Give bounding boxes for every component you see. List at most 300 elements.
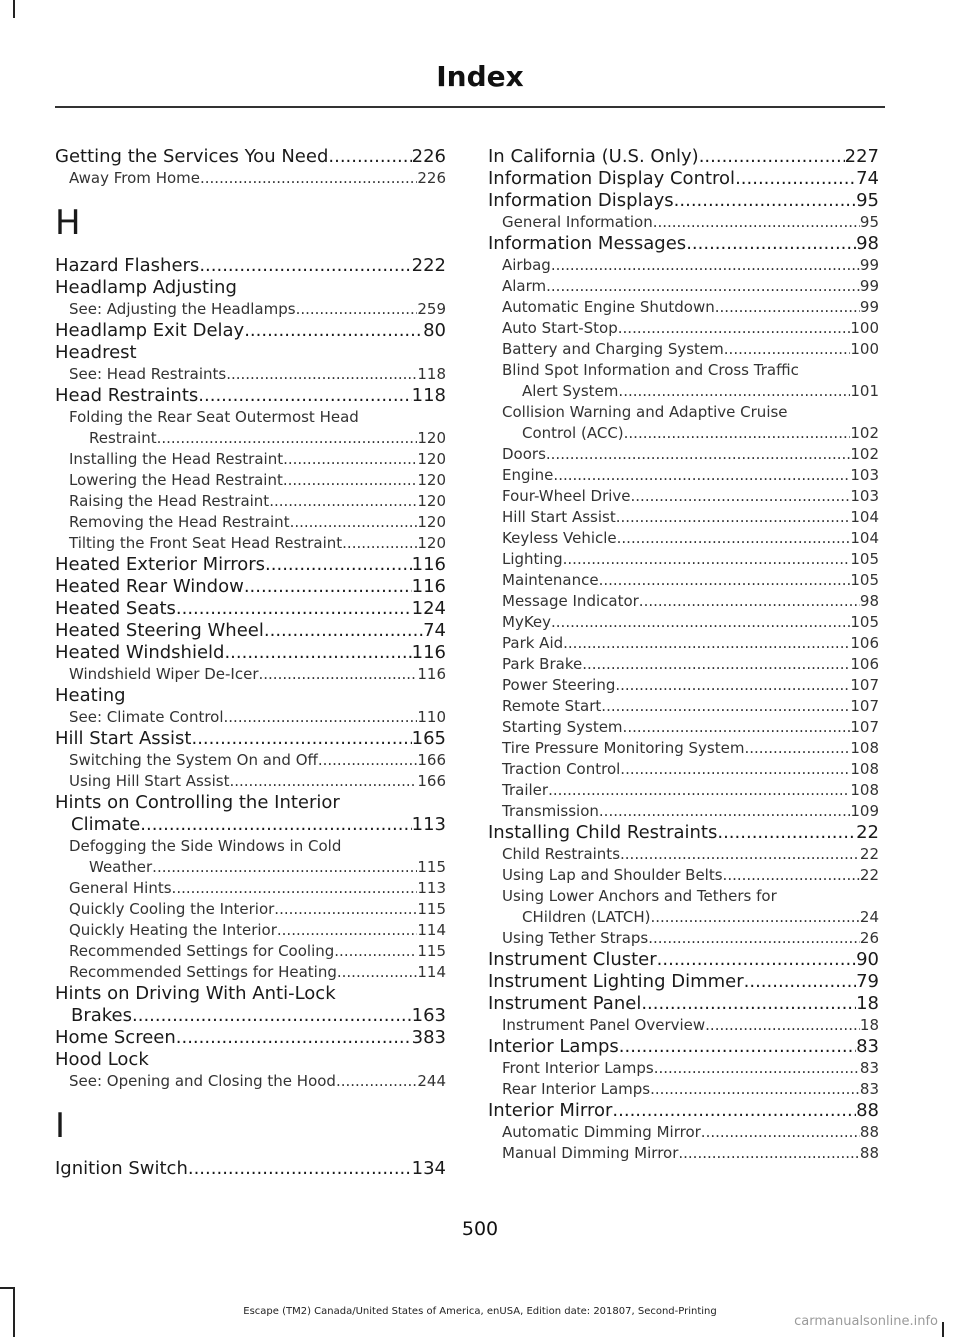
crop-mark-bottom-right <box>942 1322 944 1337</box>
index-entry-page: 104 <box>850 508 879 526</box>
index-entry-page: 95 <box>859 213 879 231</box>
index-entry <box>55 814 446 836</box>
index-entry <box>55 899 446 920</box>
index-entry-label: Doors <box>502 445 546 463</box>
dot-leader <box>198 385 411 407</box>
index-entry-page: 99 <box>859 277 879 295</box>
index-entry-label: Lowering the Head Restraint <box>69 471 283 489</box>
index-entry-page: 118 <box>417 365 446 383</box>
index-entry-label: Information Display Control <box>488 168 736 189</box>
index-entry <box>55 941 446 962</box>
index-entry-page: 226 <box>411 146 446 167</box>
index-entry <box>55 470 446 491</box>
crop-mark-top-left <box>13 0 15 18</box>
dot-leader <box>653 212 860 233</box>
index-heading: Headlamp Adjusting <box>55 277 237 298</box>
dot-leader <box>140 814 411 836</box>
index-entry-label: Remote Start <box>502 697 602 715</box>
dot-leader <box>546 444 850 465</box>
index-entry-first-line: Hints on Controlling the Interior <box>55 792 340 813</box>
index-entry <box>488 507 879 528</box>
index-entry <box>55 168 446 189</box>
index-entry <box>488 465 879 486</box>
index-entry-label: Ignition Switch <box>55 1158 188 1179</box>
index-entry-page: 74 <box>423 620 446 641</box>
index-entry <box>488 928 879 949</box>
index-entry-page: 22 <box>856 822 879 843</box>
index-entry-label: Hazard Flashers <box>55 255 200 276</box>
dot-leader <box>678 1143 860 1164</box>
page-number: 500 <box>461 1218 499 1240</box>
index-entry-page: 222 <box>411 255 446 276</box>
index-entry-label: CHildren (LATCH) <box>522 908 651 926</box>
dot-leader <box>152 857 417 878</box>
index-entry <box>488 633 879 654</box>
dot-leader <box>328 146 411 168</box>
index-entry <box>488 146 879 168</box>
index-entry <box>488 675 879 696</box>
index-entry <box>488 168 879 190</box>
index-entry-label: Automatic Dimming Mirror <box>502 1123 701 1141</box>
dot-leader <box>283 470 417 491</box>
index-entry <box>488 949 879 971</box>
index-entry-label: Installing Child Restraints <box>488 822 718 843</box>
index-entry-page: 18 <box>859 1016 879 1034</box>
index-entry <box>488 993 879 1015</box>
index-entry-label: General Hints <box>69 879 172 897</box>
index-entry-page: 90 <box>856 949 879 970</box>
index-entry <box>55 878 446 899</box>
crop-mark-bottom-left-horizontal <box>0 1287 15 1289</box>
index-entry <box>55 620 446 642</box>
index-heading: Heating <box>55 685 126 706</box>
index-entry-label: Brakes <box>71 1005 133 1026</box>
index-entry-page: 383 <box>411 1027 446 1048</box>
dot-leader <box>724 339 851 360</box>
index-entry-label: Weather <box>89 858 153 876</box>
index-entry-label: Park Brake <box>502 655 583 673</box>
index-entry-page: 74 <box>856 168 879 189</box>
index-entry-label: Head Restraints <box>55 385 199 406</box>
index-entry-page: 109 <box>850 802 879 820</box>
index-entry-label: Park Aid <box>502 634 564 652</box>
index-entry-page: 103 <box>850 466 879 484</box>
index-entry <box>488 486 879 507</box>
dot-leader <box>744 738 850 759</box>
title-rule <box>55 106 885 108</box>
index-entry-page: 115 <box>417 942 446 960</box>
index-entry <box>488 801 879 822</box>
index-entry-label: Manual Dimming Mirror <box>502 1144 679 1162</box>
index-entry-first-line: Hints on Driving With Anti-Lock <box>55 983 336 1004</box>
index-entry-label: Hill Start Assist <box>502 508 616 526</box>
index-entry-page: 106 <box>850 655 879 673</box>
index-entry-page: 120 <box>417 471 446 489</box>
index-entry-label: Installing the Head Restraint <box>69 450 284 468</box>
index-entry-label: Restraint <box>89 429 157 447</box>
index-entry <box>55 512 446 533</box>
dot-leader <box>723 865 860 886</box>
index-entry <box>488 1079 879 1100</box>
index-entry <box>488 971 879 993</box>
index-entry-first-line: Folding the Rear Seat Outermost Head <box>69 408 359 426</box>
dot-leader <box>717 822 856 844</box>
index-entry <box>55 576 446 598</box>
dot-leader <box>336 1071 417 1092</box>
index-entry-page: 116 <box>411 554 446 575</box>
index-entry-page: 99 <box>859 298 879 316</box>
index-entry-label: Engine <box>502 466 554 484</box>
index-entry-label: Windshield Wiper De-Icer <box>69 665 259 683</box>
index-entry-label: Maintenance <box>502 571 599 589</box>
index-entry-page: 100 <box>850 319 879 337</box>
index-entry <box>488 1122 879 1143</box>
index-entry-page: 83 <box>859 1059 879 1077</box>
index-entry <box>55 750 446 771</box>
index-entry-label: Interior Mirror <box>488 1100 613 1121</box>
index-entry <box>55 857 446 878</box>
index-entry-page: 259 <box>417 300 446 318</box>
index-entry-label: Front Interior Lamps <box>502 1059 654 1077</box>
dot-leader <box>283 449 417 470</box>
index-entry <box>55 1005 446 1027</box>
dot-leader <box>264 620 423 642</box>
index-entry <box>488 423 879 444</box>
index-entry-page: 120 <box>417 450 446 468</box>
dot-leader <box>318 750 418 771</box>
index-entry-label: Tire Pressure Monitoring System <box>502 739 745 757</box>
index-entry <box>488 381 879 402</box>
index-entry <box>55 491 446 512</box>
dot-leader <box>176 1027 412 1049</box>
dot-leader <box>641 993 856 1015</box>
index-entry-label: Tilting the Front Seat Head Restraint <box>69 534 343 552</box>
index-entry-page: 100 <box>850 340 879 358</box>
index-entry-label: Traction Control <box>502 760 621 778</box>
index-entry <box>55 771 446 792</box>
index-entry-page: 105 <box>850 571 879 589</box>
index-entry-page: 124 <box>411 598 446 619</box>
dot-leader <box>224 642 411 664</box>
index-entry-label: Instrument Lighting Dimmer <box>488 971 744 992</box>
dot-leader <box>715 297 860 318</box>
dot-leader <box>650 1079 860 1100</box>
index-entry <box>55 1027 446 1049</box>
index-entry <box>488 822 879 844</box>
index-entry-label: Auto Start-Stop <box>502 319 618 337</box>
index-entry-label: Quickly Heating the Interior <box>69 921 277 939</box>
index-entry-label: See: Adjusting the Headlamps <box>69 300 296 318</box>
dot-leader <box>601 696 850 717</box>
index-entry-page: 24 <box>859 908 879 926</box>
index-entry <box>488 444 879 465</box>
index-entry-label: Getting the Services You Need <box>55 146 329 167</box>
index-entry-page: 134 <box>411 1158 446 1179</box>
index-entry-label: See: Head Restraints <box>69 365 227 383</box>
index-entry-page: 101 <box>850 382 879 400</box>
index-entry-label: Four-Wheel Drive <box>502 487 631 505</box>
dot-leader <box>277 920 417 941</box>
index-entry-page: 166 <box>417 751 446 769</box>
dot-leader <box>176 598 412 620</box>
index-entry-page: 88 <box>856 1100 879 1121</box>
index-entry <box>55 1071 446 1092</box>
index-entry <box>55 449 446 470</box>
index-entry-page: 79 <box>856 971 879 992</box>
index-entry-label: MyKey <box>502 613 552 631</box>
index-heading: Hood Lock <box>55 1049 149 1070</box>
index-entry-label: Using Tether Straps <box>502 929 649 947</box>
index-entry <box>488 780 879 801</box>
dot-leader <box>701 1122 860 1143</box>
index-entry-label: Heated Rear Window <box>55 576 244 597</box>
index-entry-first-line: Blind Spot Information and Cross Traffic <box>502 361 799 379</box>
index-entry-page: 98 <box>856 233 879 254</box>
index-entry-page: 98 <box>859 592 879 610</box>
dot-leader <box>705 1015 860 1036</box>
index-entry-label: Power Steering <box>502 676 616 694</box>
index-entry <box>488 1100 879 1122</box>
index-entry-label: Lighting <box>502 550 563 568</box>
index-entry <box>55 598 446 620</box>
index-entry-label: Information Displays <box>488 190 674 211</box>
dot-leader <box>296 299 418 320</box>
index-entry-page: 107 <box>850 697 879 715</box>
index-entry <box>55 428 446 449</box>
index-entry <box>488 717 879 738</box>
index-entry <box>488 591 879 612</box>
index-entry-page: 163 <box>411 1005 446 1026</box>
index-entry-page: 114 <box>417 921 446 939</box>
dot-leader <box>132 1005 412 1027</box>
index-entry <box>488 844 879 865</box>
index-entry-page: 115 <box>417 858 446 876</box>
dot-leader <box>188 1158 412 1180</box>
index-entry-page: 107 <box>850 718 879 736</box>
index-entry-label: Heated Exterior Mirrors <box>55 554 266 575</box>
index-entry-page: 110 <box>417 708 446 726</box>
dot-leader <box>546 276 860 297</box>
dot-leader <box>551 612 850 633</box>
index-entry-label: Keyless Vehicle <box>502 529 617 547</box>
index-entry <box>488 696 879 717</box>
index-entry-label: Information Messages <box>488 233 687 254</box>
index-entry-first-line: Using Lower Anchors and Tethers for <box>502 887 777 905</box>
dot-leader <box>639 591 860 612</box>
index-entry-page: 83 <box>859 1080 879 1098</box>
index-entry-label: See: Climate Control <box>69 708 224 726</box>
index-entry-label: Quickly Cooling the Interior <box>69 900 275 918</box>
dot-leader <box>229 771 417 792</box>
index-entry <box>55 554 446 576</box>
dot-leader <box>259 664 418 685</box>
index-entry-label: Starting System <box>502 718 623 736</box>
index-entry-label: Rear Interior Lamps <box>502 1080 651 1098</box>
index-entry <box>488 1036 879 1058</box>
dot-leader <box>686 233 856 255</box>
index-entry-page: 106 <box>850 634 879 652</box>
index-entry <box>488 212 879 233</box>
index-letter-heading: I <box>55 1106 66 1146</box>
index-entry <box>55 385 446 407</box>
dot-leader <box>631 486 851 507</box>
index-entry-label: Using Lap and Shoulder Belts <box>502 866 723 884</box>
index-entry <box>55 299 446 320</box>
index-entry <box>488 297 879 318</box>
index-entry <box>488 318 879 339</box>
index-column-right <box>488 146 879 1164</box>
dot-leader <box>651 907 860 928</box>
dot-leader <box>553 465 850 486</box>
index-heading: Headrest <box>55 342 137 363</box>
dot-leader <box>623 717 851 738</box>
dot-leader <box>615 675 850 696</box>
index-entry-page: 118 <box>411 385 446 406</box>
index-entry-label: Heated Steering Wheel <box>55 620 264 641</box>
index-entry-page: 108 <box>850 781 879 799</box>
index-entry <box>488 1143 879 1164</box>
index-entry-label: Control (ACC) <box>522 424 624 442</box>
index-entry-page: 244 <box>417 1072 446 1090</box>
index-entry-page: 113 <box>411 814 446 835</box>
dot-leader <box>618 381 850 402</box>
dot-leader <box>200 168 417 189</box>
index-entry-page: 102 <box>850 445 879 463</box>
index-entry-page: 115 <box>417 900 446 918</box>
index-entry-page: 26 <box>859 929 879 947</box>
index-entry-page: 165 <box>411 728 446 749</box>
index-entry-page: 22 <box>859 866 879 884</box>
index-entry-label: Instrument Cluster <box>488 949 657 970</box>
index-entry <box>488 570 879 591</box>
index-entry <box>488 233 879 255</box>
index-entry <box>488 276 879 297</box>
dot-leader <box>172 878 418 899</box>
index-entry-label: Alarm <box>502 277 547 295</box>
index-entry <box>55 146 446 168</box>
index-entry-page: 108 <box>850 760 879 778</box>
dot-leader <box>563 633 850 654</box>
dot-leader <box>342 533 417 554</box>
index-entry-page: 83 <box>856 1036 879 1057</box>
index-column-left <box>55 146 446 1180</box>
index-entry <box>488 738 879 759</box>
index-entry-label: Recommended Settings for Heating <box>69 963 337 981</box>
dot-leader <box>269 491 417 512</box>
index-entry-label: Climate <box>71 814 141 835</box>
dot-leader <box>274 899 417 920</box>
index-entry-label: Automatic Engine Shutdown <box>502 298 715 316</box>
index-entry-label: Hill Start Assist <box>55 728 192 749</box>
index-entry <box>55 255 446 277</box>
dot-leader <box>548 780 850 801</box>
index-entry <box>55 920 446 941</box>
index-entry <box>488 1015 879 1036</box>
dot-leader <box>337 962 417 983</box>
index-entry-page: 103 <box>850 487 879 505</box>
index-entry-page: 18 <box>856 993 879 1014</box>
dot-leader <box>616 507 851 528</box>
index-entry-label: Heated Windshield <box>55 642 225 663</box>
index-entry-label: Battery and Charging System <box>502 340 724 358</box>
index-entry-label: Heated Seats <box>55 598 176 619</box>
index-entry-label: Alert System <box>522 382 619 400</box>
index-entry-label: Raising the Head Restraint <box>69 492 270 510</box>
index-entry <box>55 1158 446 1180</box>
dot-leader <box>612 1100 856 1122</box>
dot-leader <box>224 707 418 728</box>
index-entry-page: 116 <box>417 665 446 683</box>
index-entry-label: In California (U.S. Only) <box>488 146 699 167</box>
index-entry-page: 95 <box>856 190 879 211</box>
dot-leader <box>199 255 411 277</box>
dot-leader <box>265 554 412 576</box>
dot-leader <box>744 971 856 993</box>
index-letter-heading: H <box>55 203 81 243</box>
index-entry <box>488 255 879 276</box>
dot-leader <box>599 570 851 591</box>
dot-leader <box>674 190 856 212</box>
index-entry-label: Transmission <box>502 802 599 820</box>
index-entry-page: 105 <box>850 613 879 631</box>
index-entry-label: Recommended Settings for Cooling <box>69 942 335 960</box>
dot-leader <box>244 576 412 598</box>
dot-leader <box>699 146 845 168</box>
index-entry-label: Instrument Panel <box>488 993 642 1014</box>
index-entry <box>488 1058 879 1079</box>
dot-leader <box>244 320 423 342</box>
index-entry <box>55 962 446 983</box>
dot-leader <box>648 928 860 949</box>
dot-leader <box>624 423 851 444</box>
index-entry-page: 116 <box>411 642 446 663</box>
index-entry <box>55 664 446 685</box>
index-entry-label: General Information <box>502 213 653 231</box>
index-entry <box>488 865 879 886</box>
index-entry-page: 166 <box>417 772 446 790</box>
index-entry-page: 22 <box>859 845 879 863</box>
dot-leader <box>563 549 851 570</box>
index-entry <box>488 549 879 570</box>
index-entry-page: 116 <box>411 576 446 597</box>
dot-leader <box>618 318 851 339</box>
index-entry-label: Message Indicator <box>502 592 639 610</box>
index-entry <box>55 642 446 664</box>
index-entry-label: Airbag <box>502 256 551 274</box>
watermark: carmanualsonline.info <box>794 1314 938 1329</box>
index-entry-page: 227 <box>844 146 879 167</box>
index-entry-page: 107 <box>850 676 879 694</box>
dot-leader <box>334 941 417 962</box>
dot-leader <box>599 801 850 822</box>
index-entry-label: Headlamp Exit Delay <box>55 320 245 341</box>
dot-leader <box>290 512 418 533</box>
index-entry-page: 108 <box>850 739 879 757</box>
dot-leader <box>191 728 411 750</box>
dot-leader <box>617 528 851 549</box>
index-entry-page: 113 <box>417 879 446 897</box>
index-entry <box>55 533 446 554</box>
index-entry-page: 99 <box>859 256 879 274</box>
index-entry-label: Switching the System On and Off <box>69 751 318 769</box>
dot-leader <box>620 844 860 865</box>
dot-leader <box>582 654 850 675</box>
index-entry-label: See: Opening and Closing the Hood <box>69 1072 336 1090</box>
dot-leader <box>226 364 417 385</box>
dot-leader <box>654 1058 860 1079</box>
index-entry-page: 105 <box>850 550 879 568</box>
index-entry-page: 114 <box>417 963 446 981</box>
